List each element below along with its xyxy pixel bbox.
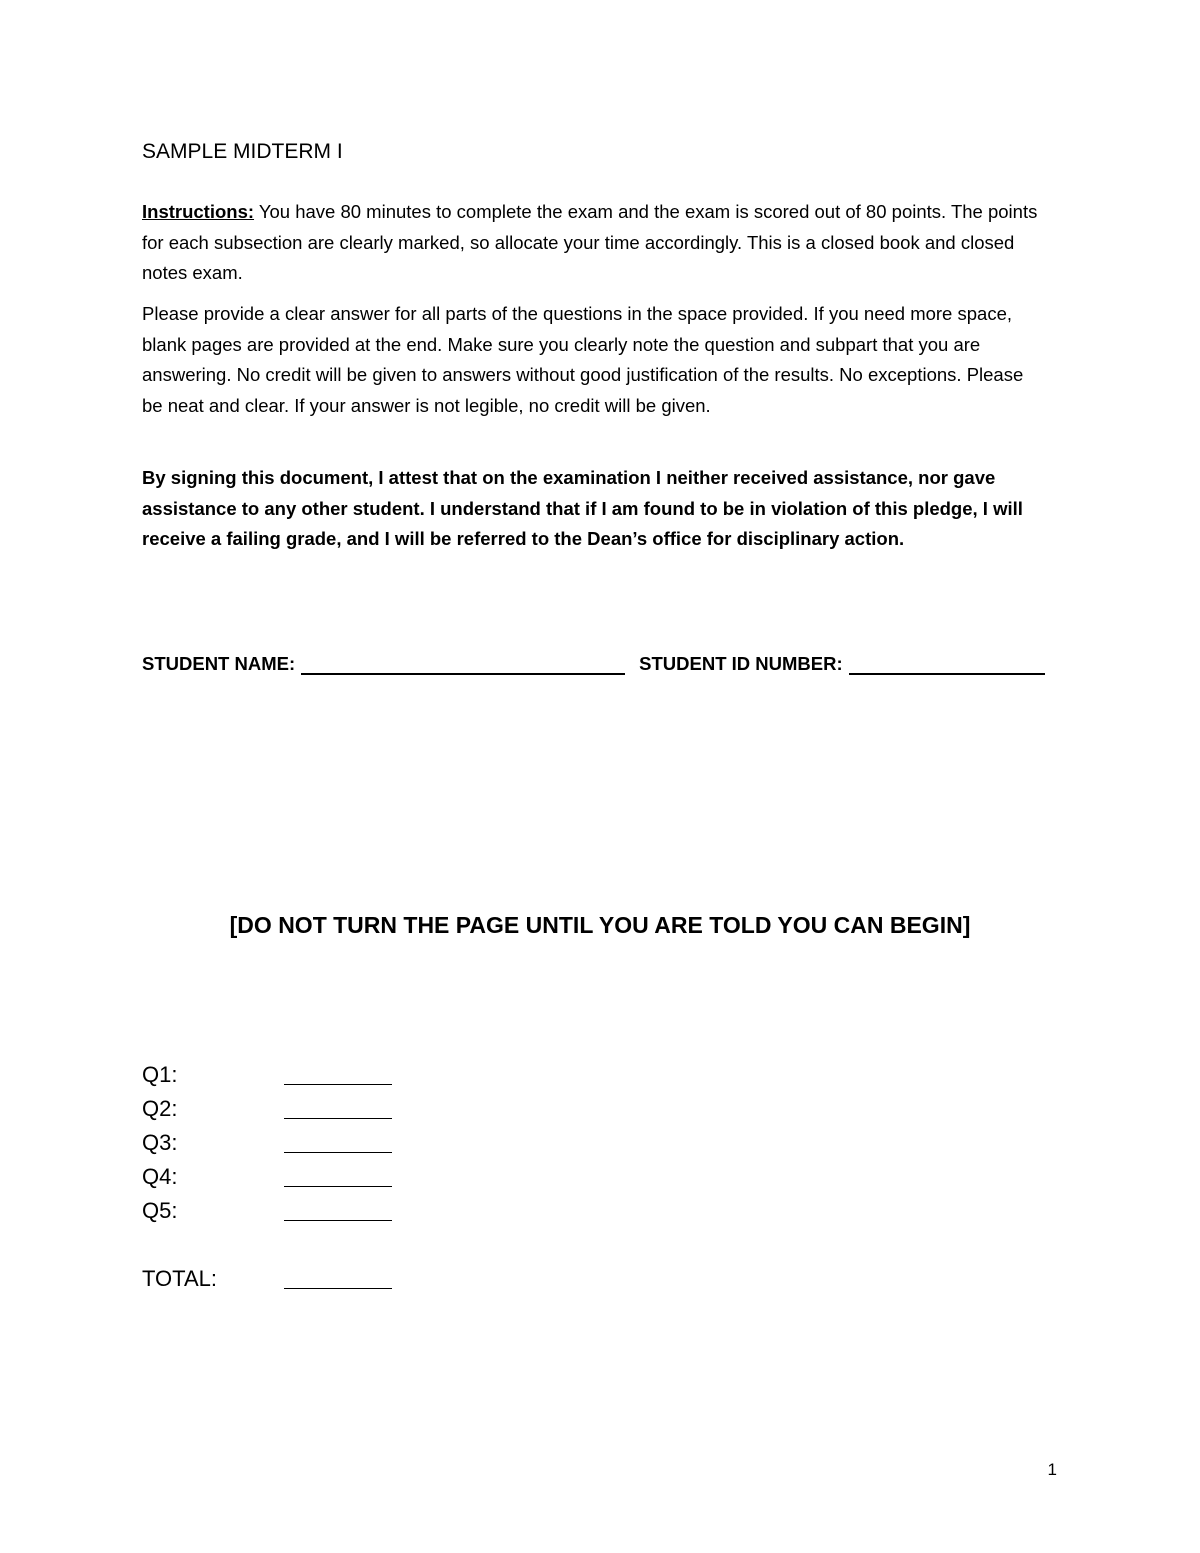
total-label: TOTAL: (142, 1266, 217, 1291)
page-number: 1 (1047, 1460, 1057, 1479)
exam-title: SAMPLE MIDTERM I (142, 140, 343, 163)
score-row-total (142, 1262, 402, 1296)
score-blank[interactable] (284, 1152, 392, 1153)
score-label: Q1: (142, 1062, 178, 1087)
student-name-label: STUDENT NAME: (142, 653, 296, 674)
answer-rules-paragraph: Please provide a clear answer for all parts of the questions in the space provided. If you need more space, blank pages are provided at the end. Make sure you clearly note the question and subpart that you are answering. No credit will be given to answers without good justification of the results. No exceptions. Please be neat and clear. If your answer is not legible, no credit will be given. (142, 303, 1024, 416)
score-blank[interactable] (284, 1220, 392, 1221)
instructions-lead: Instructions: (142, 201, 255, 222)
instructions-text: You have 80 minutes to complete the exam and the exam is scored out of 80 points. The points for each subsection are clearly marked, so allocate your time accordingly. This is a closed book and closed notes exam. (142, 201, 1038, 284)
score-blank[interactable] (284, 1084, 392, 1085)
score-table (142, 1058, 402, 1296)
student-id-label: STUDENT ID NUMBER: (639, 653, 843, 674)
do-not-turn-notice: [DO NOT TURN THE PAGE UNTIL YOU ARE TOLD YOU CAN BEGIN] (229, 912, 971, 938)
signature-line (142, 651, 1046, 675)
score-row-q2 (142, 1092, 402, 1126)
score-blank[interactable] (284, 1118, 392, 1119)
honor-pledge-paragraph: By signing this document, I attest that on the examination I neither received assistance, nor gave assistance to any other student. I understand that if I am found to be in violation of this pledge, I will receive a failing grade, and I will be referred to the Dean’s office for disciplinary action. (142, 467, 1023, 550)
student-id-blank[interactable] (849, 651, 1045, 675)
score-label: Q5: (142, 1198, 178, 1223)
score-label: Q2: (142, 1096, 178, 1121)
score-label: Q4: (142, 1164, 178, 1189)
student-name-blank[interactable] (301, 651, 625, 675)
total-blank[interactable] (284, 1288, 392, 1289)
instructions-paragraph (142, 197, 1042, 289)
score-row-q3 (142, 1126, 402, 1160)
score-label: Q3: (142, 1130, 178, 1155)
score-row-q4 (142, 1160, 402, 1194)
score-row-q1 (142, 1058, 402, 1092)
score-row-q5 (142, 1194, 402, 1228)
score-blank[interactable] (284, 1186, 392, 1187)
